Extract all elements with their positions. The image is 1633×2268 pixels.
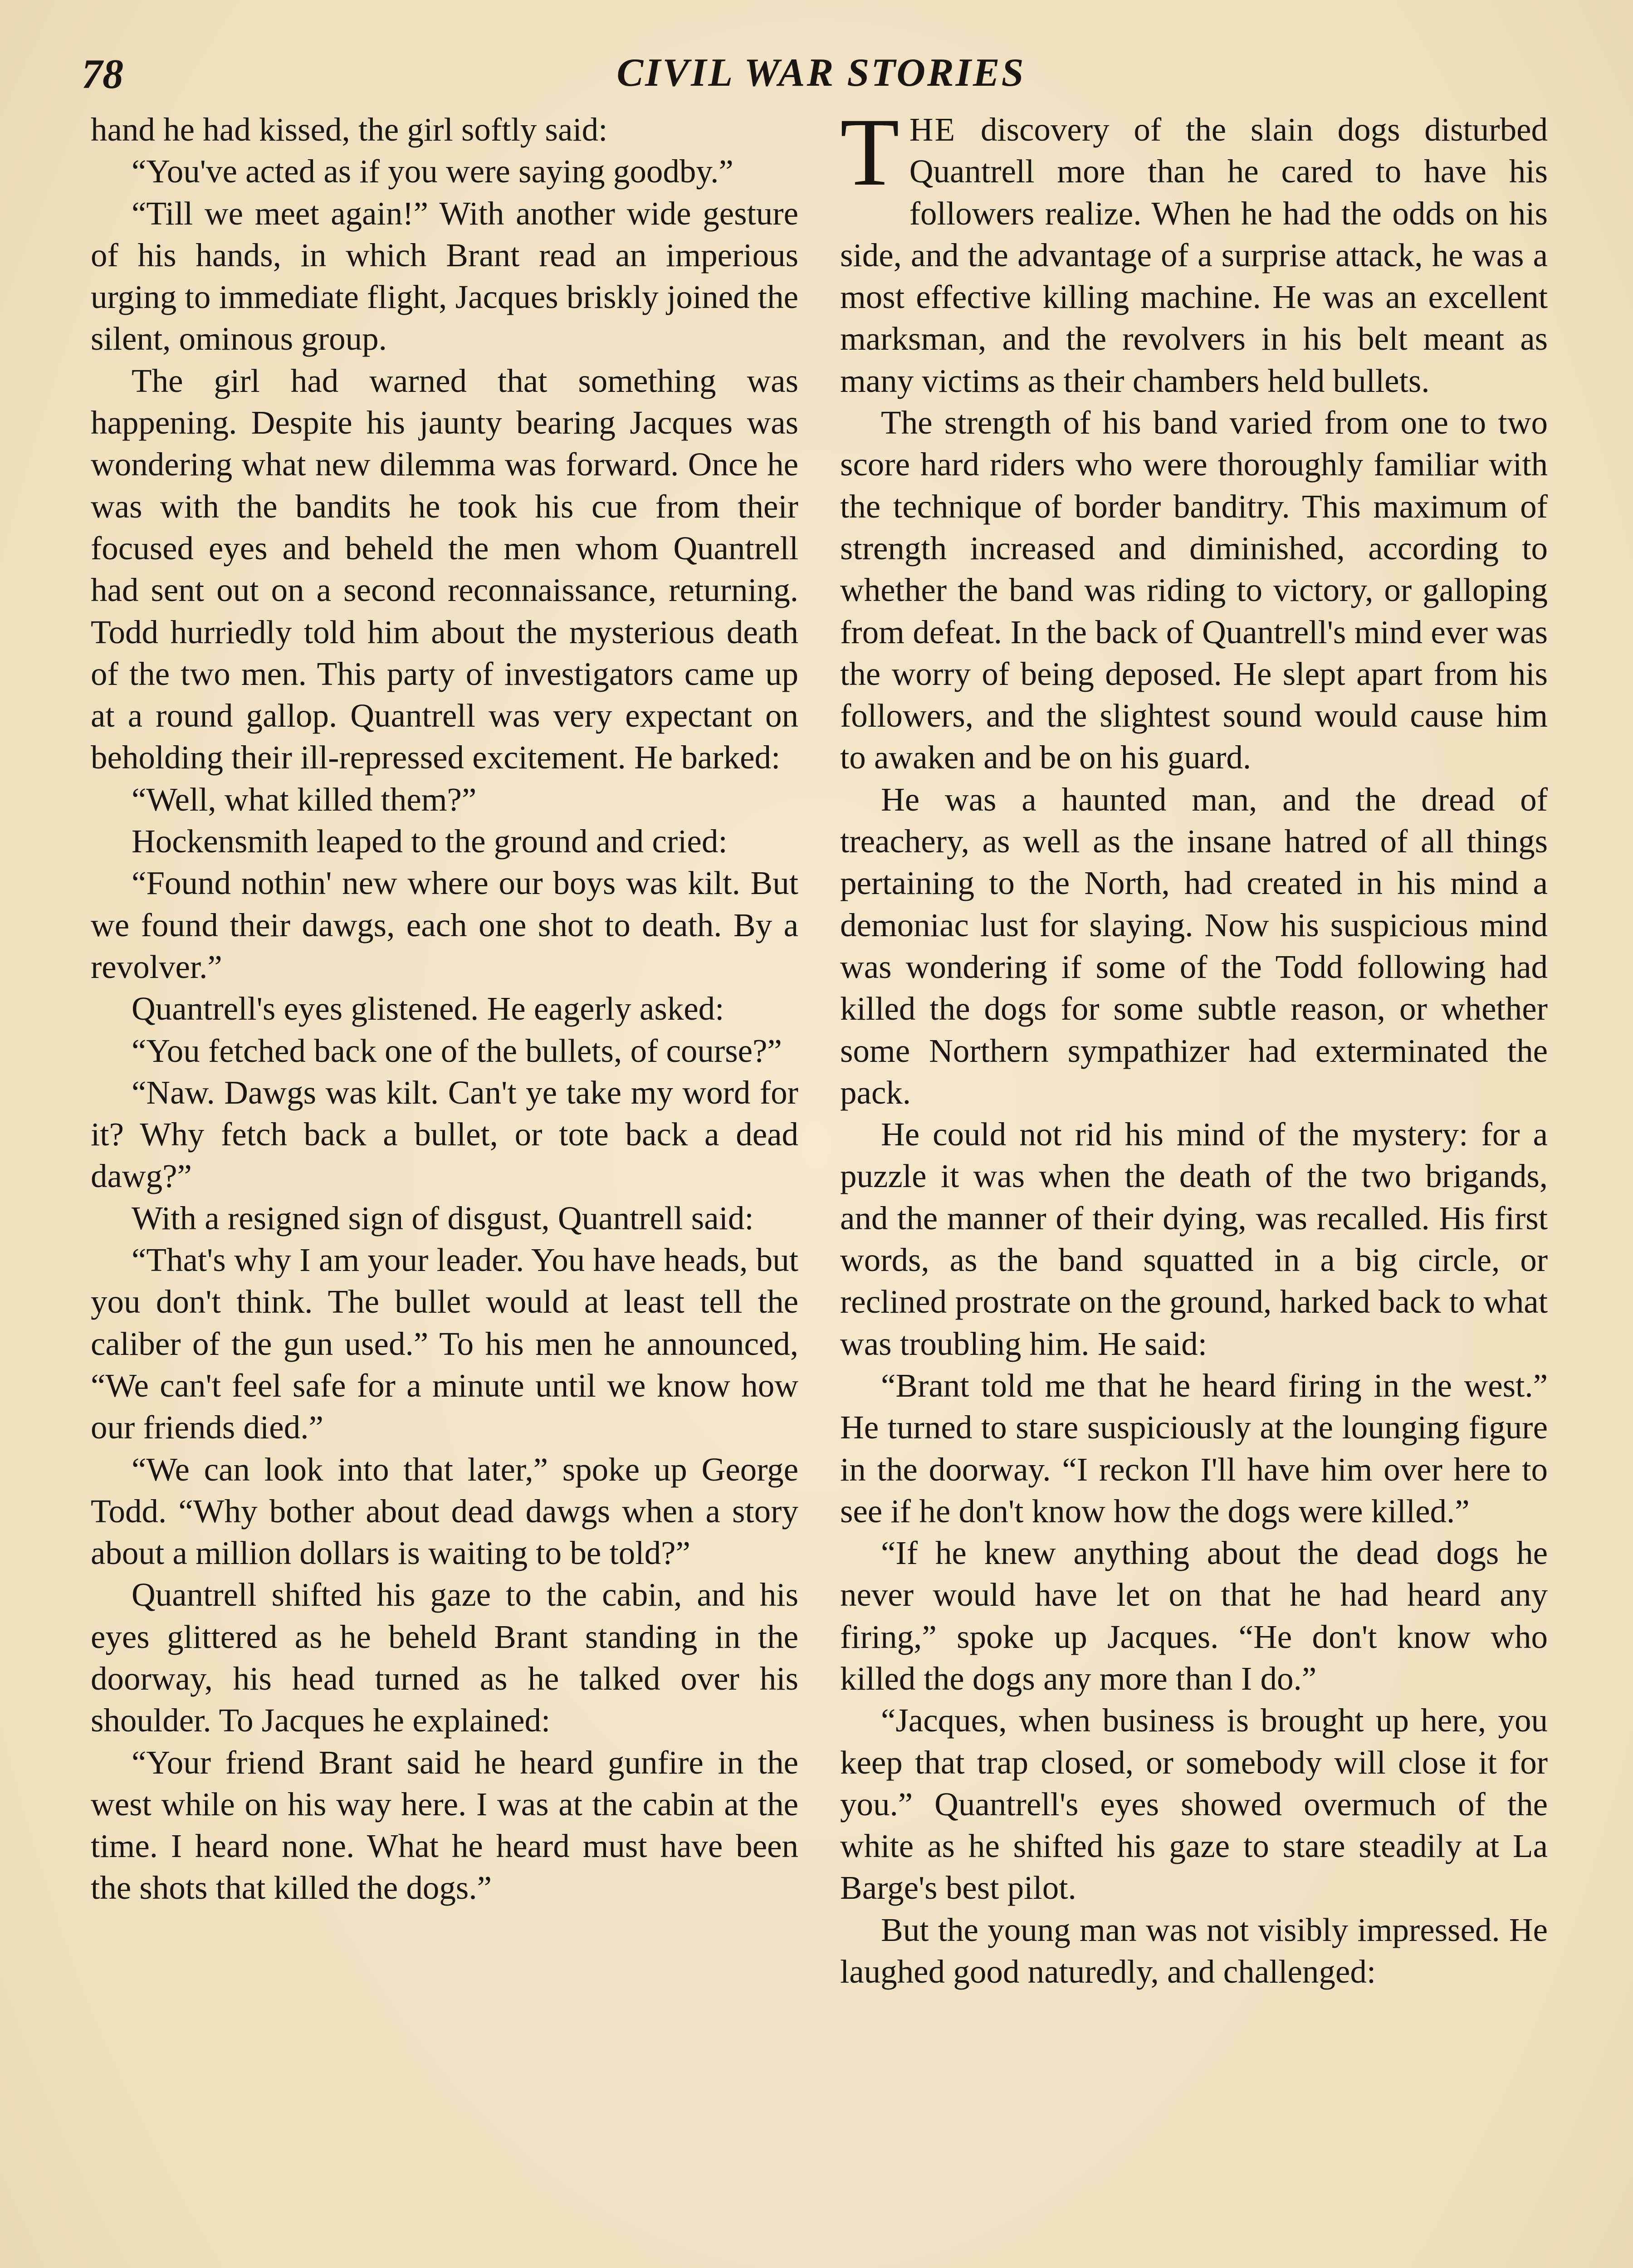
drop-cap-continuation: HE — [909, 111, 957, 148]
paragraph: He could not rid his mind of the mystery: for a puzzle it was when the death of the two brigands, and the manner of their dying, was recalled. His first words, as the band squatted in a big circle, or reclined prostrate on the ground, harked back to what was troubling him. He said: — [840, 1116, 1548, 1362]
paragraph: “Your friend Brant said he heard gunfire in the west while on his way here. I was at the cabin at the time. I heard none. What he heard must have been the shots that killed the dogs.” — [91, 1744, 798, 1906]
paragraph: “You fetched back one of the bullets, of course?” — [132, 1032, 782, 1069]
paragraph: Quantrell's eyes glistened. He eagerly asked: — [132, 990, 724, 1027]
drop-cap: T — [840, 98, 900, 206]
paragraph: Hockensmith leaped to the ground and cried: — [132, 823, 728, 860]
paragraph: The girl had warned that something was happening. Despite his jaunty bearing Jacques was wondering what new dilemma was forward. Once he was with the bandits he took his cue from their focused eyes and beheld the men whom Quantrell had sent out on a second reconnaissance, returning. Todd hurriedly told him about the mysterious death of the two men. This party of investigators came up at a round gallop. Quantrell was very expectant on beholding their ill-repressed excitement. He barked: — [91, 362, 798, 776]
paragraph: With a resigned sign of disgust, Quantrell said: — [132, 1199, 754, 1237]
paragraph: “If he knew anything about the dead dogs he never would have let on that he had heard any firing,” spoke up Jacques. “He don't know who killed the dogs any more than I do.” — [840, 1535, 1548, 1697]
paragraph: “Well, what killed them?” — [132, 781, 477, 818]
running-title: CIVIL WAR STORIES — [616, 51, 1026, 95]
left-text-column — [91, 109, 798, 1909]
opening-paragraph — [840, 98, 1548, 402]
paragraph: “Jacques, when business is brought up here, you keep that trap closed, or somebody will close it for you.” Quantrell's eyes showed overmuch of the white as he shifted his gaze to stare steadily at La Barge's best pilot. — [840, 1702, 1548, 1906]
paragraph: Quantrell shifted his gaze to the cabin, and his eyes glittered as he beheld Brant standing in the doorway, his head turned as he talked over his shoulder. To Jacques he explained: — [91, 1576, 798, 1739]
opening-paragraph-text: discovery of the slain dogs disturbed Quantrell more than he cared to have his followers realize. When he had the odds on his side, and the advantage of a surprise attack, he was a most effective killing machine. He was an excellent marksman, and the revolvers in his belt meant as many victims as their chambers held bullets. — [840, 111, 1548, 399]
paragraph: “We can look into that later,” spoke up George Todd. “Why bother about dead dawgs when a story about a million dollars is waiting to be told?” — [91, 1451, 798, 1572]
paragraph: The strength of his band varied from one to two score hard riders who were thoroughly familiar with the technique of border banditry. This maximum of strength increased and diminished, according to whether the band was riding to victory, or galloping from defeat. In the back of Quantrell's mind ever was the worry of being deposed. He slept apart from his followers, and the slightest sound would cause him to awaken and be on his guard. — [840, 404, 1548, 776]
paragraph: He was a haunted man, and the dread of treachery, as well as the insane hatred of all things pertaining to the North, had created in his mind a demoniac lust for slaying. Now his suspicious mind was wondering if some of the Todd following had killed the dogs for some subtle reason, or whether some Northern sympathizer had exterminated the pack. — [840, 781, 1548, 1111]
paragraph: “That's why I am your leader. You have heads, but you don't think. The bullet would at least tell the caliber of the gun used.” To his men he announced, “We can't feel safe for a minute until we know how our friends died.” — [91, 1242, 798, 1446]
page-number: 78 — [82, 51, 123, 97]
paragraph: “Till we meet again!” With another wide gesture of his hands, in which Brant read an imperious urging to immediate flight, Jacques briskly joined the silent, ominous group. — [91, 195, 798, 357]
right-text-column — [840, 98, 1548, 1993]
paragraph: “Found nothin' new where our boys was kilt. But we found their dawgs, each one shot to death. By a revolver.” — [91, 865, 798, 985]
paragraph: “Brant told me that he heard firing in the west.” He turned to stare suspiciously at the lounging figure in the doorway. “I reckon I'll have him over here to see if he don't know how the dogs were killed.” — [840, 1367, 1548, 1530]
page-header — [82, 50, 1560, 104]
paragraph: But the young man was not visibly impressed. He laughed good naturedly, and challenged: — [840, 1911, 1548, 1990]
paragraph: “Naw. Dawgs was kilt. Can't ye take my word for it? Why fetch back a bullet, or tote back a dead dawg?” — [91, 1074, 798, 1195]
paragraph: “You've acted as if you were saying goodby.” — [132, 153, 733, 190]
paragraph: hand he had kissed, the girl softly said: — [91, 111, 608, 148]
